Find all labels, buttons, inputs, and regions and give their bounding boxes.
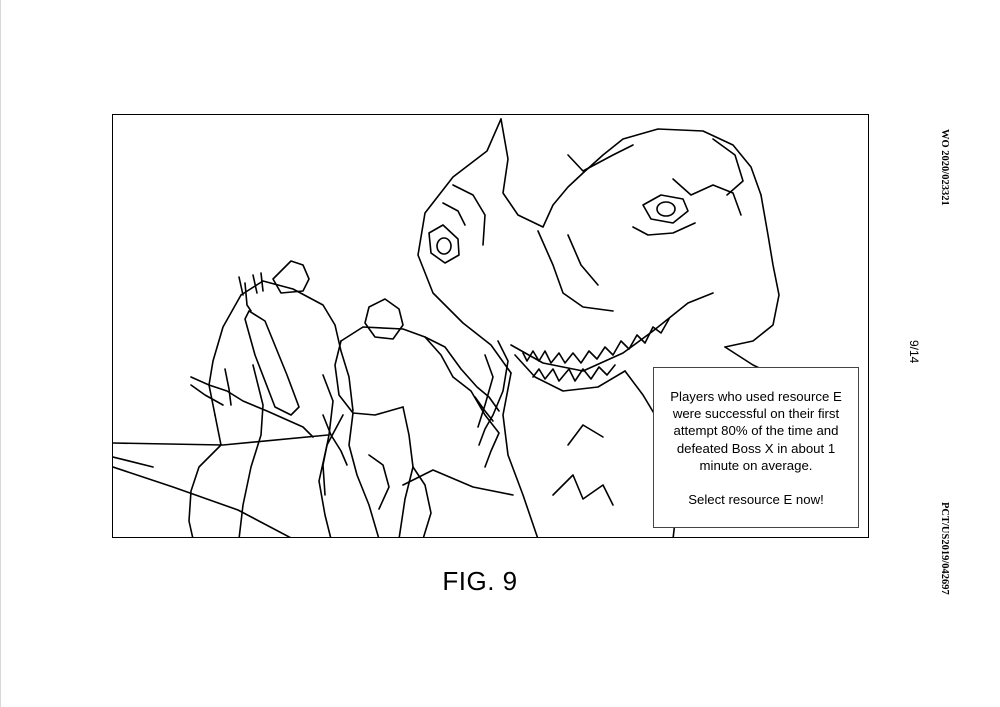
tip-line: Players who used resource E: [670, 389, 842, 404]
armored-warrior-character: [319, 299, 499, 538]
tip-spacer: [660, 474, 852, 491]
archer-character: [189, 261, 353, 538]
publication-number: WO 2020/023321: [939, 129, 950, 206]
sheet-number: 9/14: [907, 340, 921, 364]
tip-line: were successful on their first: [672, 406, 840, 422]
page-edge: [0, 0, 1, 707]
rocky-ground: [113, 435, 513, 538]
application-number: PCT/US2019/042697: [939, 502, 950, 595]
figure-caption: FIG. 9: [442, 566, 518, 596]
select-resource-prompt[interactable]: Select resource E now!: [688, 492, 824, 508]
tip-line: defeated Boss X in about 1: [676, 440, 836, 456]
tip-line: attempt 80% of the time and: [673, 423, 839, 439]
tip-line: minute on average.: [699, 457, 813, 473]
resource-tip-panel: [653, 367, 859, 528]
